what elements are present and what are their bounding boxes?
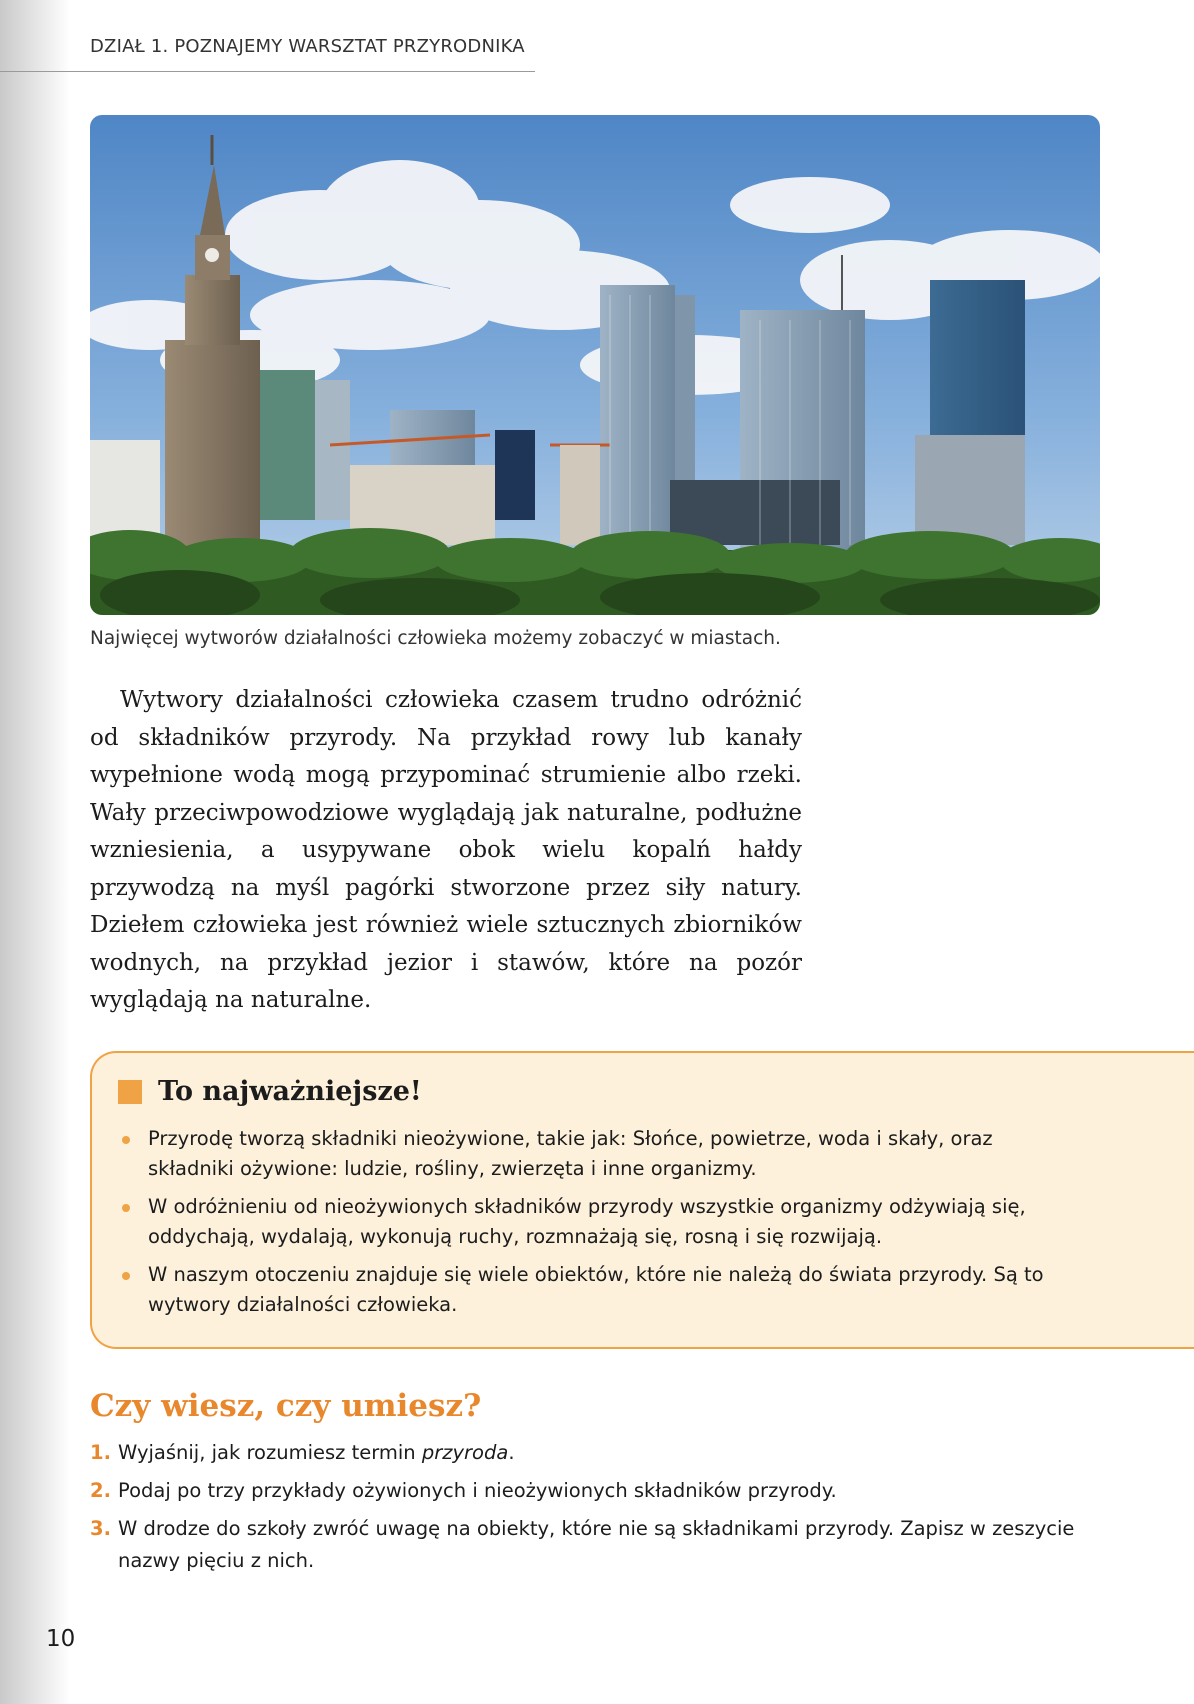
questions-list (90, 1437, 1090, 1583)
bullet-icon (122, 1272, 130, 1280)
key-point-text: W odróżnieniu od nieożywionych składników przyrody wszystkie organizmy odżywiają się, oddychają, wydalają, wykonują ruchy, rozmnażają się, rosną i się rozwijają. (148, 1195, 1026, 1248)
question-text-end: . (508, 1441, 515, 1464)
question-number: 1. (90, 1441, 111, 1464)
page-number: 10 (46, 1626, 76, 1652)
question-text: Wyjaśnij, jak rozumiesz termin (118, 1441, 422, 1464)
question-text: Podaj po trzy przykłady ożywionych i nieożywionych składników przyrody. (118, 1479, 837, 1502)
header-rule (0, 71, 535, 72)
orange-square-icon (118, 1080, 142, 1104)
bullet-icon (122, 1204, 130, 1212)
questions-heading: Czy wiesz, czy umiesz? (90, 1388, 482, 1424)
question-item (90, 1475, 1090, 1507)
question-text: W drodze do szkoły zwróć uwagę na obiekty, które nie są składnikami przyrody. Zapisz w zeszycie nazwy pięciu z nich. (118, 1517, 1075, 1572)
key-point-item (118, 1192, 1078, 1252)
page-gutter-shadow (0, 0, 70, 1704)
key-point-text: Przyrodę tworzą składniki nieożywione, takie jak: Słońce, powietrze, woda i skały, oraz składniki ożywione: ludzie, rośliny, zwierzęta i inne organizmy. (148, 1127, 993, 1180)
question-item (90, 1513, 1090, 1577)
bullet-icon (122, 1136, 130, 1144)
running-head: DZIAŁ 1. POZNAJEMY WARSZTAT PRZYRODNIKA (90, 36, 525, 57)
body-paragraph: Wytwory działalności człowieka czasem trudno odróżnić od składników przyrody. Na przykład rowy lub kanały wypełnione wodą mogą przypominać strumienie albo rzeki. Wały przeciwpowodziowe wyglądają jak naturalne, podłużne wzniesienia, a usypywane obok wielu kopalń hałdy przywodzą na myśl pagórki stworzone przez siły natury. Dziełem człowieka jest również wiele sztucznych zbiorników wodnych, na przykład jezior i stawów, które na pozór wyglądają na naturalne. (90, 687, 802, 1013)
key-point-item (118, 1260, 1078, 1320)
key-points-heading (118, 1076, 422, 1107)
key-point-item (118, 1124, 1078, 1184)
question-term: przyroda (421, 1441, 509, 1464)
key-point-text: W naszym otoczeniu znajduje się wiele obiektów, które nie należą do świata przyrody. Są to wytwory działalności człowieka. (148, 1263, 1044, 1316)
photo-caption: Najwięcej wytworów działalności człowieka możemy zobaczyć w miastach. (90, 628, 781, 649)
key-points-list (118, 1124, 1078, 1328)
key-points-title: To najważniejsze! (158, 1076, 422, 1107)
question-number: 2. (90, 1479, 111, 1502)
city-skyline-photo (90, 115, 1100, 615)
question-number: 3. (90, 1517, 111, 1540)
question-item (90, 1437, 1090, 1469)
